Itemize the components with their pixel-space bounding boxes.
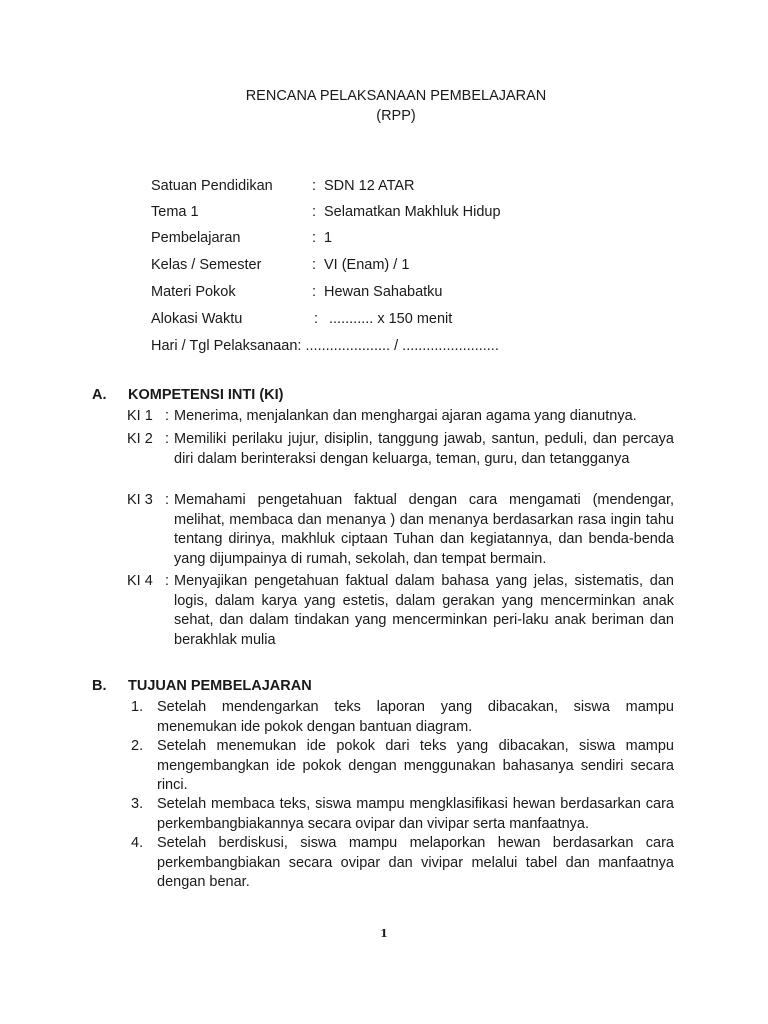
ki-code: KI 3: [127, 492, 153, 508]
ki-text: Memahami pengetahuan faktual dengan cara mengamati (mendengar, melihat, membaca dan menanya ) dan menanya berdasarkan rasa ingin tahu tentang dirinya, makhluk ciptaan Tuhan dan kegiatannya, dan benda-benda yang dijumpainya di rumah, sekolah, dan tempat bermain.: [174, 492, 674, 567]
goal-number: 2.: [131, 738, 144, 754]
goal-item: [131, 737, 674, 796]
identity-colon: :: [312, 204, 317, 220]
identity-colon: :: [312, 284, 317, 300]
ki-colon: :: [165, 431, 170, 447]
section-a-title: KOMPETENSI INTI (KI): [128, 387, 284, 403]
identity-value: Selamatkan Makhluk Hidup: [324, 204, 501, 220]
goal-number: 3.: [131, 796, 144, 812]
ki-code: KI 4: [127, 573, 153, 589]
ki-item: [127, 407, 674, 427]
ki-colon: :: [165, 492, 170, 508]
ki-code: KI 1: [127, 408, 153, 424]
identity-value: SDN 12 ATAR: [324, 178, 415, 194]
ki-text: Menyajikan pengetahuan faktual dalam bahasa yang jelas, sistematis, dan logis, dalam karya yang estetis, dalam gerakan yang mencerminkan anak sehat, dan dalam tindakan yang mencerminkan peri-laku anak beriman dan berakhlak mulia: [174, 573, 674, 648]
ki-code: KI 2: [127, 431, 153, 447]
identity-colon: :: [312, 178, 317, 194]
goal-item: [131, 834, 674, 893]
identity-value: Hewan Sahabatku: [324, 284, 443, 300]
section-a-letter: A.: [92, 387, 107, 403]
ki-text: Menerima, menjalankan dan menghargai ajaran agama yang dianutnya.: [174, 408, 637, 424]
goal-item: [131, 795, 674, 834]
document-subtitle: (RPP): [376, 108, 416, 124]
section-b-title: TUJUAN PEMBELAJARAN: [128, 678, 312, 694]
document-title: RENCANA PELAKSANAAN PEMBELAJARAN: [245, 88, 547, 104]
ki-item: [127, 430, 674, 469]
ki-text: Memiliki perilaku jujur, disiplin, tanggung jawab, santun, peduli, dan percaya diri dalam berinteraksi dengan keluarga, teman, guru, dan tetangganya: [174, 431, 674, 467]
goal-text: Setelah menemukan ide pokok dari teks yang dibacakan, siswa mampu mengembangkan ide pokok dengan menggunakan bahasanya sendiri secara rinci.: [157, 738, 674, 794]
identity-label: Materi Pokok: [151, 284, 236, 300]
identity-label: Tema 1: [151, 204, 199, 220]
ki-colon: :: [165, 573, 170, 589]
goal-number: 1.: [131, 699, 144, 715]
goal-text: Setelah mendengarkan teks laporan yang dibacakan, siswa mampu menemukan ide pokok dengan bantuan diagram.: [157, 699, 674, 735]
identity-colon: :: [312, 230, 317, 246]
hari-tgl-line: Hari / Tgl Pelaksanaan: ..................... / ........................: [151, 338, 499, 354]
identity-value: 1: [324, 230, 333, 246]
goal-text: Setelah membaca teks, siswa mampu mengklasifikasi hewan berdasarkan cara perkembangbiakannya secara ovipar dan vivipar serta manfaatnya.: [157, 796, 674, 832]
ki-item: [127, 491, 674, 569]
identity-label: Pembelajaran: [151, 230, 241, 246]
identity-label: Alokasi Waktu: [151, 311, 243, 327]
section-b-letter: B.: [92, 678, 107, 694]
identity-value: ........... x 150 menit: [329, 311, 453, 327]
identity-label: Satuan Pendidikan: [151, 178, 273, 194]
goal-text: Setelah berdiskusi, siswa mampu melaporkan hewan berdasarkan cara perkembangbiakan secara ovipar dan vivipar melalui tabel dan manfaatnya dengan benar.: [157, 835, 674, 891]
goal-number: 4.: [131, 835, 144, 851]
ki-colon: :: [165, 408, 170, 424]
ki-item: [127, 572, 674, 650]
goal-item: [131, 698, 674, 737]
identity-label: Kelas / Semester: [151, 257, 262, 273]
identity-colon: :: [312, 257, 317, 273]
identity-value: VI (Enam) / 1: [324, 257, 410, 273]
page-number: 1: [380, 927, 388, 940]
identity-colon: :: [314, 311, 319, 327]
